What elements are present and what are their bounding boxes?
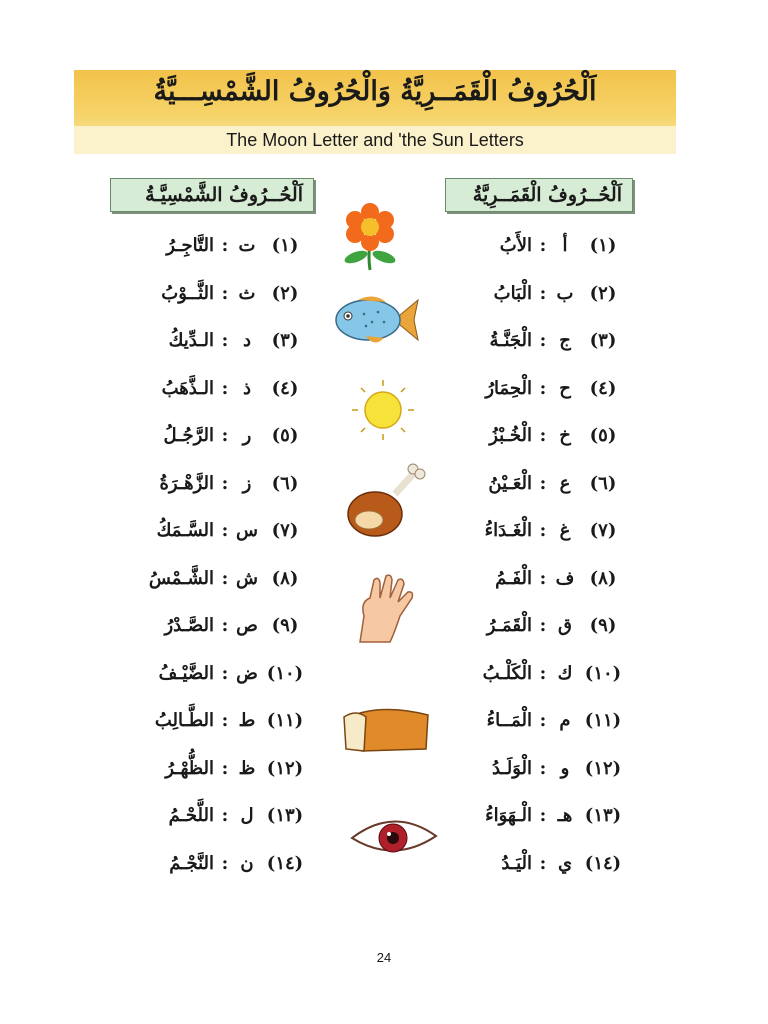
sun-letter-row: [164, 416, 308, 456]
letter: غ: [559, 520, 571, 541]
moon-letter-row: [483, 654, 626, 694]
moon-letter-row: [494, 274, 626, 314]
letter: ز: [242, 472, 252, 494]
separator: :: [539, 472, 547, 494]
example-word: الظُّهْـرُ: [165, 757, 214, 779]
example-word: الْـهَوَاءُ: [485, 805, 532, 826]
row-number: (١٣): [266, 805, 304, 826]
example-word: الْحِمَارُ: [485, 377, 532, 399]
letter: ي: [557, 852, 573, 874]
sun-letter-row: [149, 559, 308, 599]
letter: ذ: [242, 377, 251, 399]
row-number: (١٠): [584, 662, 622, 684]
arabic-title: اَلْحُرُوفُ الْقَمَــرِيَّةُ وَالْحُرُوفُ الشَّمْسِـــيَّةُ: [153, 76, 597, 107]
fish-icon: [328, 292, 420, 348]
sun-letter-row: [169, 321, 308, 361]
letter: ج: [559, 330, 571, 351]
letter: هـ: [557, 805, 573, 826]
row-number: (٧): [589, 520, 617, 541]
row-number: (٦): [271, 472, 299, 494]
letter: ش: [236, 567, 258, 589]
separator: :: [221, 662, 229, 684]
moon-letter-row: [488, 464, 626, 504]
moon-letter-row: [487, 701, 626, 741]
letter: ر: [242, 425, 252, 446]
example-word: الـدِّيكُ: [168, 330, 214, 351]
row-number: (٥): [271, 425, 299, 446]
sun-letter-row: [165, 749, 308, 789]
row-number: (١١): [584, 710, 622, 731]
separator: :: [221, 282, 229, 304]
example-word: الْكَلْـبُ: [482, 662, 532, 684]
row-number: (٢): [271, 282, 299, 304]
letter: س: [236, 520, 258, 541]
english-title: The Moon Letter and 'the Sun Letters: [74, 126, 676, 154]
letter: أ: [562, 235, 568, 256]
row-number: (٨): [271, 567, 299, 589]
example-word: الْغَـدَاءُ: [484, 520, 532, 541]
row-number: (٤): [271, 377, 299, 399]
row-number: (٩): [589, 615, 617, 636]
row-number: (٨): [589, 567, 617, 589]
letter: ق: [558, 615, 572, 636]
example-word: التَّاجِـرُ: [166, 235, 214, 256]
row-number: (٧): [271, 520, 299, 541]
moon-letter-row: [500, 226, 626, 266]
title-banner: [74, 70, 676, 154]
bread-icon: [340, 705, 432, 755]
sun-letter-row: [159, 464, 308, 504]
separator: :: [539, 852, 547, 874]
letter: خ: [559, 425, 571, 446]
separator: :: [539, 520, 547, 541]
row-number: (١٢): [584, 757, 622, 779]
sun-letter-row: [169, 796, 308, 836]
example-word: الْعَـيْنُ: [488, 472, 532, 494]
sun-letters-heading: اَلْحُــرُوفُ الشَّمْسِيَّـةُ: [110, 178, 314, 212]
example-word: اللَّحْـمُ: [168, 805, 214, 826]
separator: :: [539, 757, 547, 779]
letter: ع: [559, 472, 571, 494]
letter: ت: [238, 235, 256, 256]
letter: ك: [557, 662, 573, 684]
row-number: (١٠): [266, 662, 304, 684]
separator: :: [539, 330, 547, 351]
example-word: الـذَّهَبُ: [161, 377, 214, 399]
letter: ف: [555, 567, 575, 589]
separator: :: [539, 567, 547, 589]
example-word: الصَّـدْرُ: [164, 615, 214, 636]
sun-letter-row: [161, 274, 308, 314]
separator: :: [539, 425, 547, 446]
moon-letter-row: [490, 321, 626, 361]
example-word: الْخُـبْزُ: [489, 425, 532, 446]
separator: :: [221, 377, 229, 399]
example-word: الشَّـمْسُ: [148, 567, 214, 589]
row-number: (١٢): [266, 757, 304, 779]
flower-icon: [340, 202, 400, 272]
moon-letter-row: [485, 369, 626, 409]
row-number: (٣): [589, 330, 617, 351]
row-number: (١٤): [584, 852, 622, 874]
hand-icon: [350, 572, 420, 644]
letter: ب: [556, 282, 574, 304]
separator: :: [539, 377, 547, 399]
letter: ص: [236, 615, 258, 636]
letter: ن: [240, 852, 254, 874]
row-number: (١): [271, 235, 299, 256]
letter: ظ: [238, 757, 256, 779]
letter: م: [559, 710, 571, 731]
example-word: الْبَابُ: [493, 282, 532, 304]
sun-letter-row: [155, 701, 308, 741]
separator: :: [221, 615, 229, 636]
separator: :: [221, 710, 229, 731]
example-word: الْيَـدُ: [501, 852, 532, 874]
letter: و: [560, 757, 570, 779]
separator: :: [221, 425, 229, 446]
moon-letter-row: [489, 416, 626, 456]
separator: :: [221, 520, 229, 541]
letter: ث: [238, 282, 256, 304]
example-word: الْجَنَّـةُ: [489, 330, 532, 351]
sun-letter-row: [162, 369, 308, 409]
sun-letter-row: [164, 606, 308, 646]
row-number: (١٤): [266, 852, 304, 874]
separator: :: [539, 662, 547, 684]
sun-icon: [348, 378, 418, 442]
separator: :: [539, 235, 547, 256]
letter: د: [242, 330, 251, 351]
moon-letter-row: [492, 749, 626, 789]
separator: :: [539, 282, 547, 304]
sun-letter-row: [169, 844, 308, 884]
chicken-leg-icon: [345, 462, 427, 542]
row-number: (٥): [589, 425, 617, 446]
separator: :: [539, 615, 547, 636]
moon-letter-row: [485, 796, 626, 836]
example-word: السَّـمَكُ: [156, 520, 214, 541]
example-word: الضَّيْـفُ: [158, 662, 214, 684]
moon-letter-row: [485, 511, 626, 551]
example-word: الْفَـمُ: [495, 567, 532, 589]
separator: :: [539, 805, 547, 826]
separator: :: [221, 757, 229, 779]
row-number: (٢): [589, 282, 617, 304]
separator: :: [221, 567, 229, 589]
row-number: (١٣): [584, 805, 622, 826]
page-number: 24: [376, 950, 392, 965]
letter: ح: [559, 377, 571, 399]
example-word: الرَّجُـلُ: [163, 425, 214, 446]
separator: :: [221, 805, 229, 826]
moon-letters-heading: اَلْحُــرُوفُ الْقَمَــرِيَّةُ: [445, 178, 633, 212]
example-word: الْمَــاءُ: [486, 710, 532, 731]
letter: ل: [240, 805, 254, 826]
sun-letter-row: [157, 511, 308, 551]
letter: ض: [236, 662, 258, 684]
separator: :: [221, 852, 229, 874]
example-word: الثَّــوْبُ: [161, 282, 214, 304]
eye-icon: [348, 812, 440, 860]
separator: :: [539, 710, 547, 731]
row-number: (١): [589, 235, 617, 256]
separator: :: [221, 330, 229, 351]
separator: :: [221, 472, 229, 494]
example-word: الأَبُ: [499, 235, 532, 256]
row-number: (٦): [589, 472, 617, 494]
letter: ط: [238, 710, 256, 731]
row-number: (٩): [271, 615, 299, 636]
sun-letter-row: [166, 226, 308, 266]
separator: :: [221, 235, 229, 256]
example-word: الطَّـالِبُ: [154, 710, 214, 731]
sun-letter-row: [159, 654, 308, 694]
example-word: الزَّهْـرَةُ: [159, 472, 214, 494]
moon-letter-row: [501, 844, 626, 884]
row-number: (١١): [266, 710, 304, 731]
example-word: النَّجْـمُ: [169, 852, 214, 874]
row-number: (٣): [271, 330, 299, 351]
moon-letter-row: [487, 606, 626, 646]
moon-letter-row: [495, 559, 626, 599]
row-number: (٤): [589, 377, 617, 399]
example-word: الْوَلَـدُ: [492, 757, 532, 779]
example-word: الْقَمَـرُ: [486, 615, 532, 636]
